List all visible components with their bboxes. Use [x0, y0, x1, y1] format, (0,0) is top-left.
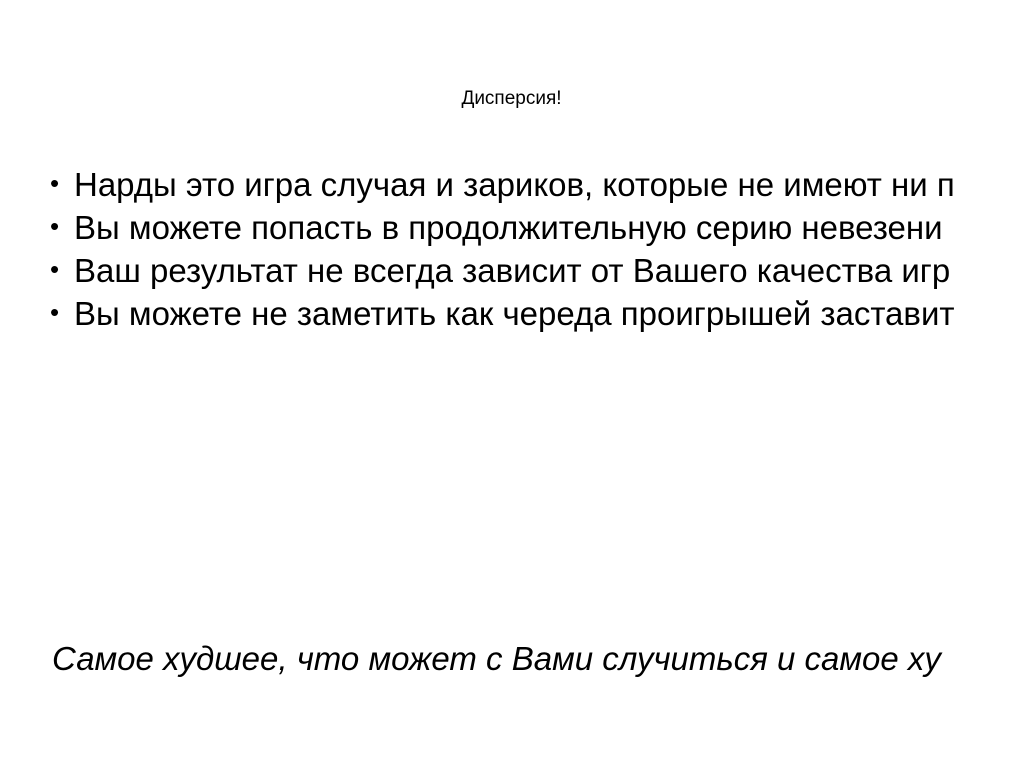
bullet-text: Ваш результат не всегда зависит от Вашего качества игр: [74, 252, 951, 289]
bullet-marker: •: [50, 297, 60, 327]
bullet-marker: •: [50, 254, 60, 284]
slide-title: Дисперсия!: [461, 88, 562, 109]
bullet-list: [50, 163, 1023, 335]
bullet-text: Вы можете попасть в продолжительную серию невезени: [74, 209, 943, 246]
bullet-marker: •: [50, 168, 60, 198]
bullet-marker: •: [50, 211, 60, 241]
bullet-text: Нарды это игра случая и зариков, которые не имеют ни п: [74, 166, 955, 203]
bullet-text: Вы можете не заметить как череда проигрышей заставит: [74, 295, 955, 332]
bullet-item: [50, 206, 1023, 249]
bullet-item: [50, 163, 1023, 206]
closing-statement: Самое худшее, что может с Вами случиться и самое ху: [52, 640, 941, 677]
bullet-item: [50, 249, 1023, 292]
bullet-item: [50, 292, 1023, 335]
